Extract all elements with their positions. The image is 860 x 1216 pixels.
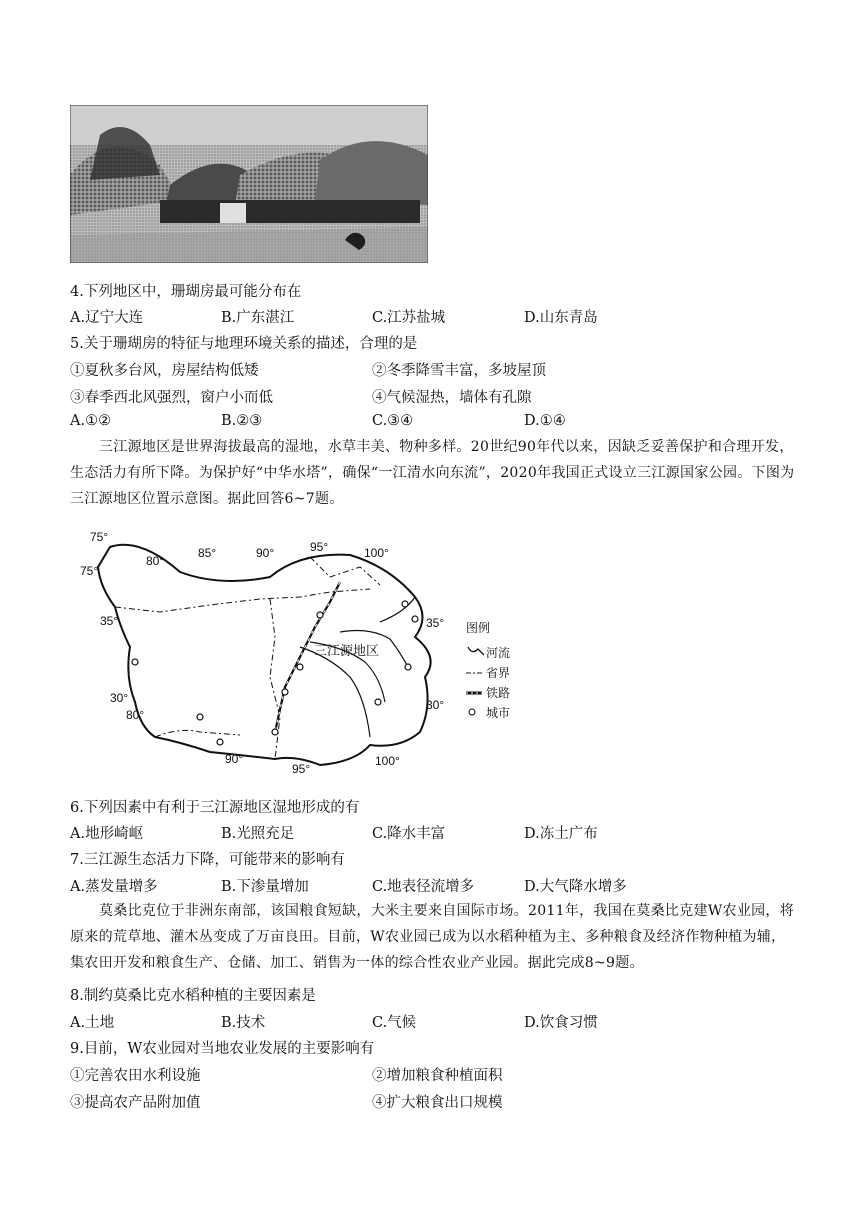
degree-label: 75° [80,564,99,578]
legend-railway: 铁路 [486,686,511,700]
city-marker [282,689,288,695]
q4-option-b: B.广东湛江 [221,310,295,326]
city-marker [197,714,203,720]
q4-option-d: D.山东青岛 [524,310,598,326]
legend-title: 图例 [466,621,491,635]
degree-label: 80° [126,708,145,722]
q9-item-3: ③提高农产品附加值 [70,1095,201,1111]
q5-item-1: ①夏秋多台风，房屋结构低矮 [70,363,259,379]
q4-option-c: C.江苏盐城 [372,310,446,326]
q4-option-a: A.辽宁大连 [70,310,144,326]
q6-option-b: B.光照充足 [221,826,295,842]
degree-label: 30° [426,698,445,712]
degree-label: 90° [225,752,244,766]
degree-label: 100° [364,546,389,560]
coral-house-photo [70,105,428,263]
q7-option-b: B.下渗量增加 [221,879,309,895]
q5-option-b: B.②③ [221,413,263,429]
legend-river: 河流 [486,646,511,660]
q7-option-d: D.大气降水增多 [524,879,627,895]
q8-option-d: D.饮食习惯 [524,1015,598,1031]
degree-label: 95° [292,762,311,776]
q6-option-d: D.冻土广布 [524,826,598,842]
map-legend [466,620,510,720]
q6-option-a: A.地形崎岖 [70,826,144,842]
q5-item-3: ③春季西北风强烈，窗户小而低 [70,390,273,406]
degree-label: 35° [426,616,445,630]
q7-option-a: A.蒸发量增多 [70,879,158,895]
q8-option-b: B.技术 [221,1015,266,1031]
q7-option-c: C.地表径流增多 [372,879,475,895]
city-marker [317,612,323,618]
q9-item-2: ②增加粮食种植面积 [372,1068,503,1084]
city-marker [375,699,381,705]
degree-label: 30° [110,691,129,705]
passage-mozambique: 莫桑比克位于非洲东南部，该国粮食短缺，大米主要来自国际市场。2011年，我国在莫桑比克建W农业园，将原来的荒草地、灌木丛变成了万亩良田。目前，W农业园已成为以水稻种植为主、多种粮食及经济作物种植为辅，集农田开发和粮食生产、仓储、加工、销售为一体的综合性农业产业园。据此完成8~9题。 [70,903,795,971]
question-4-stem: 4.下列地区中，珊瑚房最可能分布在 [70,284,302,300]
legend-city: 城市 [486,706,511,720]
city-marker [217,739,223,745]
q6-option-c: C.降水丰富 [372,826,446,842]
degree-label: 35° [100,614,119,628]
city-marker [402,601,408,607]
degree-label: 90° [256,546,275,560]
legend-province: 省界 [486,666,511,680]
city-legend-icon [469,709,475,715]
city-marker [297,664,303,670]
city-marker [132,659,138,665]
degree-label: 100° [375,754,400,768]
degree-label: 75° [90,530,109,544]
city-marker [405,664,411,670]
question-9-stem: 9.目前，W农业园对当地农业发展的主要影响有 [70,1041,375,1057]
question-5-stem: 5.关于珊瑚房的特征与地理环境关系的描述，合理的是 [70,336,418,352]
river-legend-icon [468,647,484,655]
question-6-stem: 6.下列因素中有利于三江源地区湿地形成的有 [70,800,360,816]
q9-item-4: ④扩大粮食出口规模 [372,1095,503,1111]
question-8-stem: 8.制约莫桑比克水稻种植的主要因素是 [70,988,316,1004]
q8-option-a: A.土地 [70,1015,115,1031]
passage-sanjiangyuan: 三江源地区是世界海拔最高的湿地，水草丰美、物种多样。20世纪90年代以来，因缺乏妥善保护和合理开发，生态活力有所下降。为保护好“中华水塔”，确保“一江清水向东流”，2020年我国正式设立三江源国家公园。下图为三江源地区位置示意图。据此回答6~7题。 [70,439,795,507]
degree-label: 85° [198,546,217,560]
q5-item-4: ④气候湿热，墙体有孔隙 [372,390,532,406]
city-marker [412,616,418,622]
q5-item-2: ②冬季降雪丰富，多坡屋顶 [372,363,546,379]
plateau-boundary [98,545,431,765]
map-region-label: 三江源地区 [314,643,380,658]
q5-option-a: A.①② [70,413,112,429]
question-7-stem: 7.三江源生态活力下降，可能带来的影响有 [70,852,345,868]
degree-label: 95° [310,540,329,554]
river [300,647,370,737]
q9-item-1: ①完善农田水利设施 [70,1068,201,1084]
city-marker [272,729,278,735]
q5-option-c: C.③④ [372,413,414,429]
q5-option-d: D.①④ [524,413,566,429]
q8-option-c: C.气候 [372,1015,417,1031]
degree-label: 80° [146,554,165,568]
sanjiangyuan-location-map [70,527,540,777]
